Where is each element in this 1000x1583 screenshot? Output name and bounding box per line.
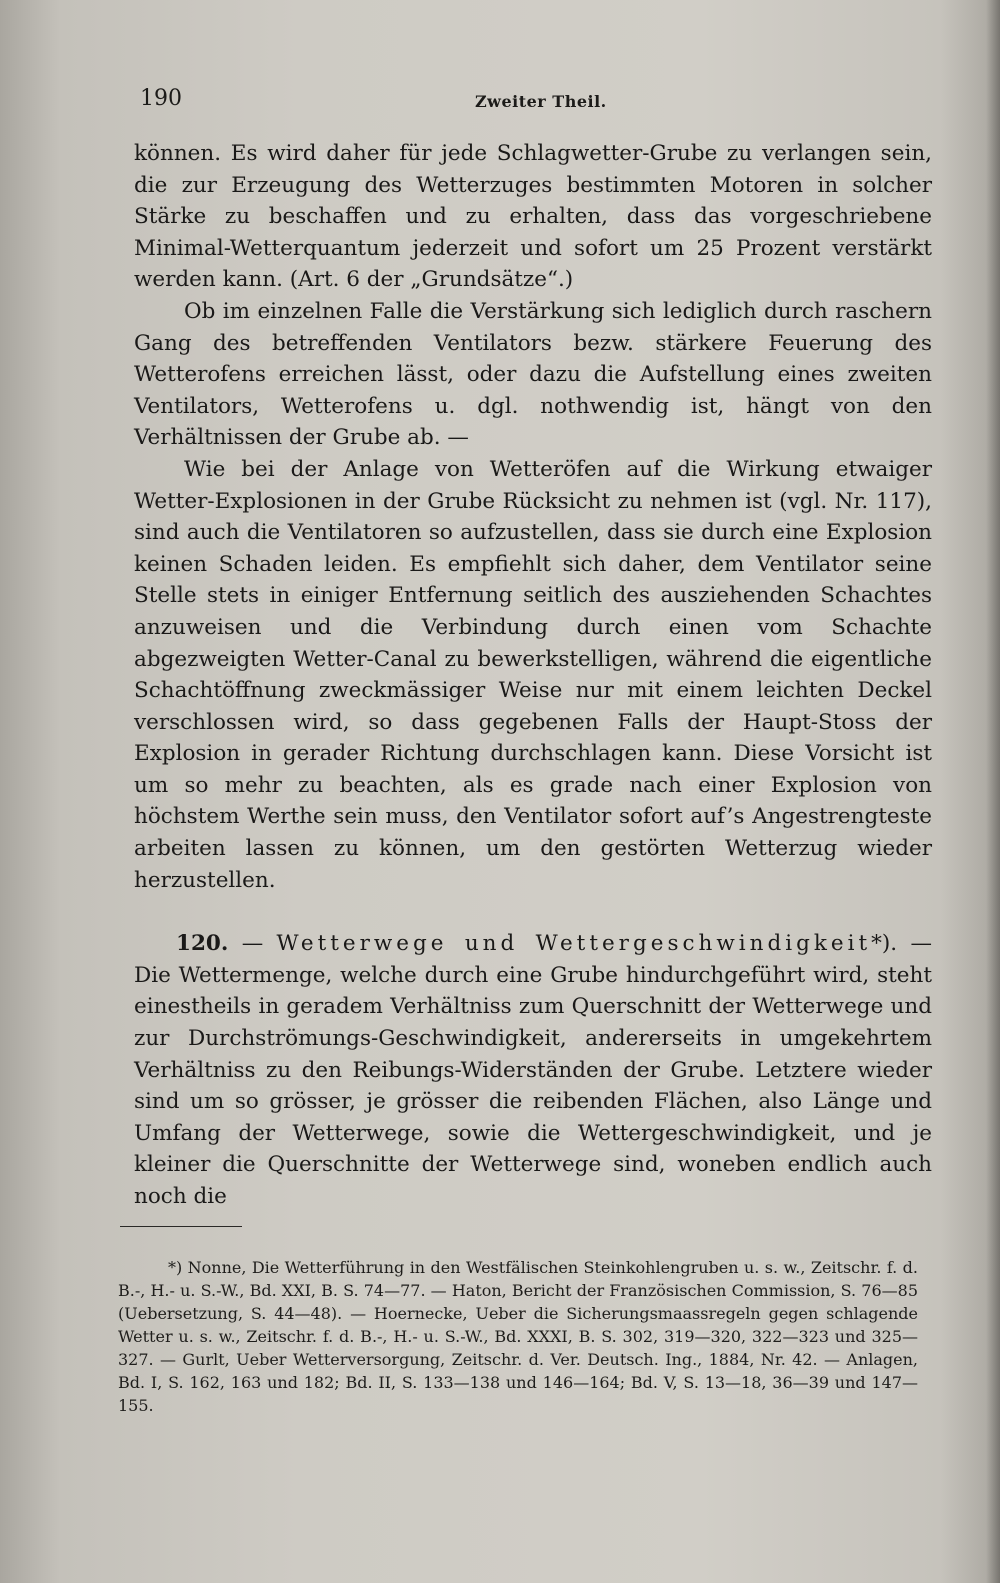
section-text: — Die Wettermenge, welche durch eine Grube hindurchgeführt wird, steht einestheils in geradem Verhältniss zum Querschnitt der Wetterwege und zur Durchströmungs-Geschwindigkeit, andererseits in umgekehrtem Verhältniss zu den Reibungs-Widerständen der Grube. Letztere wieder sind um so grösser, je grösser die reibenden Flächen, also Länge und Umfang der Wetterwege, sowie die Wettergeschwindigkeit, und je kleiner die Querschnitte der Wetterwege sind, woneben endlich auch noch die	[134, 931, 932, 1209]
footnote-reference: *).	[871, 931, 898, 957]
paragraph: Wie bei der Anlage von Wetteröfen auf die Wirkung etwaiger Wetter-Explosionen in der Grube Rücksicht zu nehmen ist (vgl. Nr. 117), sind auch die Ventilatoren so aufzustellen, dass sie durch eine Explosion keinen Schaden leiden. Es empfiehlt sich daher, dem Ventilator seine Stelle stets in einiger Entfernung seitlich des ausziehenden Schachtes anzuweisen und die Verbindung durch einen vom Schachte abgezweigten Wetter-Canal zu bewerkstelligen, während die eigentliche Schachtöffnung zweckmässiger Weise nur mit einem leichten Deckel verschlossen wird, so dass gegebenen Falls der Haupt-Stoss der Explosion in gerader Richtung durchschlagen kann. Diese Vorsicht ist um so mehr zu beachten, als es grade nach einer Explosion von höchstem Werthe sein muss, den Ventilator sofort auf’s Angestrengteste arbeiten lassen zu können, um den gestörten Wetterzug wieder herzustellen.	[134, 456, 932, 893]
footnote-divider	[120, 1226, 242, 1227]
section-number: 120.	[176, 931, 229, 957]
page-edge-shadow	[986, 0, 1000, 1583]
running-head: Zweiter Theil.	[475, 92, 607, 111]
page-number: 190	[140, 86, 182, 111]
main-text	[134, 138, 932, 1213]
footnote	[118, 1256, 918, 1417]
section-120	[134, 928, 932, 1212]
page-header	[140, 86, 932, 116]
footnote-text: *) Nonne, Die Wetterführung in den Westfälischen Steinkohlengruben u. s. w., Zeitschr. f. d. B.-, H.- u. S.-W., Bd. XXI, B. S. 74—77. — Haton, Bericht der Französischen Commission, S. 76—85 (Uebersetzung, S. 44—48). — Hoernecke, Ueber die Sicherungsmaassregeln gegen schlagende Wetter u. s. w., Zeitschr. f. d. B.-, H.- u. S.-W., Bd. XXXI, B. S. 302, 319—320, 322—323 und 325—327. — Gurlt, Ueber Wetterversorgung, Zeitschr. d. Ver. Deutsch. Ing., 1884, Nr. 42. — Anlagen, Bd. I, S. 162, 163 und 182; Bd. II, S. 133—138 und 146—164; Bd. V, S. 13—18, 36—39 und 147—155.	[118, 1258, 918, 1415]
paragraph: Ob im einzelnen Falle die Verstärkung sich lediglich durch raschern Gang des betreffenden Ventilators bezw. stärkere Feuerung des Wetterofens erreichen lässt, oder dazu die Aufstellung eines zweiten Ventilators, Wetterofens u. dgl. nothwendig ist, hängt von den Verhältnissen der Grube ab. —	[134, 298, 932, 451]
paragraph-continuation: können. Es wird daher für jede Schlagwetter-Grube zu verlangen sein, die zur Erzeugung des Wetterzuges bestimmten Motoren in solcher Stärke zu beschaffen und zu erhalten, dass das vorgeschriebene Minimal-Wetterquantum jederzeit und sofort um 25 Prozent verstärkt werden kann. (Art. 6 der „Grundsätze“.)	[134, 141, 932, 293]
section-title: Wetterwege und Wettergeschwindigkeit	[276, 931, 872, 957]
section-dash: —	[228, 931, 277, 957]
